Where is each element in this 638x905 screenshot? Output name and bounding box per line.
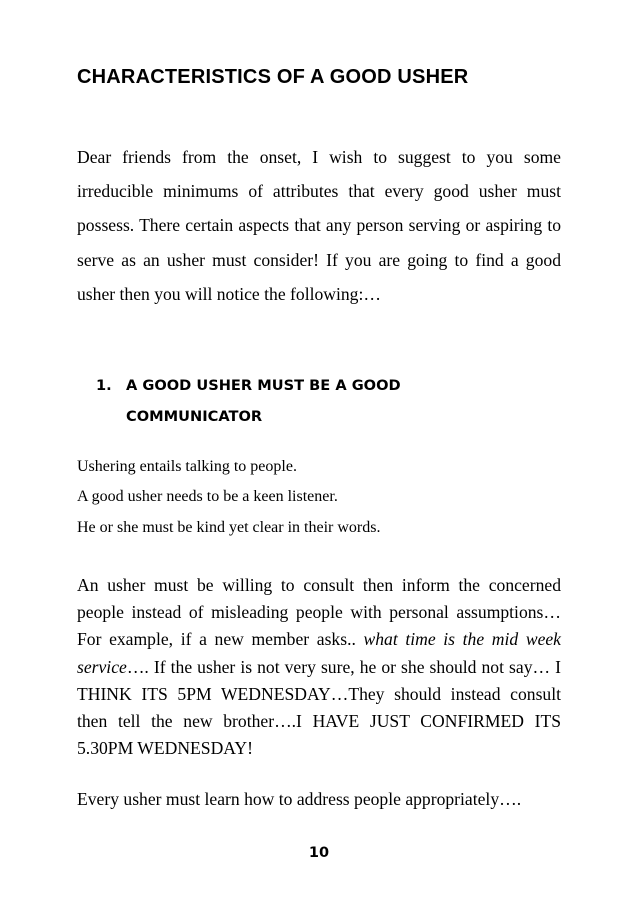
page-number: 10 (308, 845, 330, 861)
line-listener: A good usher needs to be a keen listener. (77, 488, 338, 506)
line-talking: Ushering entails talking to people. (77, 458, 297, 475)
page-title: CHARACTERISTICS OF A GOOD USHER (77, 66, 469, 88)
consult-paragraph-part2: …. If the usher is not very sure, he or she should not say… I THINK ITS 5PM WEDNESDAY…They should instead consult then tell the new brother….I HAVE JUST CONFIRMED ITS 5.30PM WEDNESDAY! (77, 656, 561, 759)
section-heading-text: A GOOD USHER MUST BE A GOOD COMMUNICATOR (126, 377, 401, 425)
line-kind: He or she must be kind yet clear in their words. (77, 518, 381, 536)
consult-paragraph-part1: An usher must be willing to consult then inform the concerned people instead of misleading people with personal assumptions… For example, if a new member asks.. (77, 575, 561, 650)
consult-paragraph-italic: what time is the mid week service (77, 629, 561, 677)
short-lines (77, 452, 561, 543)
intro-paragraph: Dear friends from the onset, I wish to suggest to you some irreducible minimums of attributes that every good usher must possess. There certain aspects that any person serving or aspiring to serve as an usher must consider! If you are going to find a good usher then you will notice the following:… (77, 147, 561, 304)
section-number: 1. (96, 377, 112, 394)
closing-paragraph: Every usher must learn how to address people appropriately…. (77, 789, 522, 809)
consult-paragraph (77, 572, 561, 762)
section-heading (96, 370, 516, 432)
